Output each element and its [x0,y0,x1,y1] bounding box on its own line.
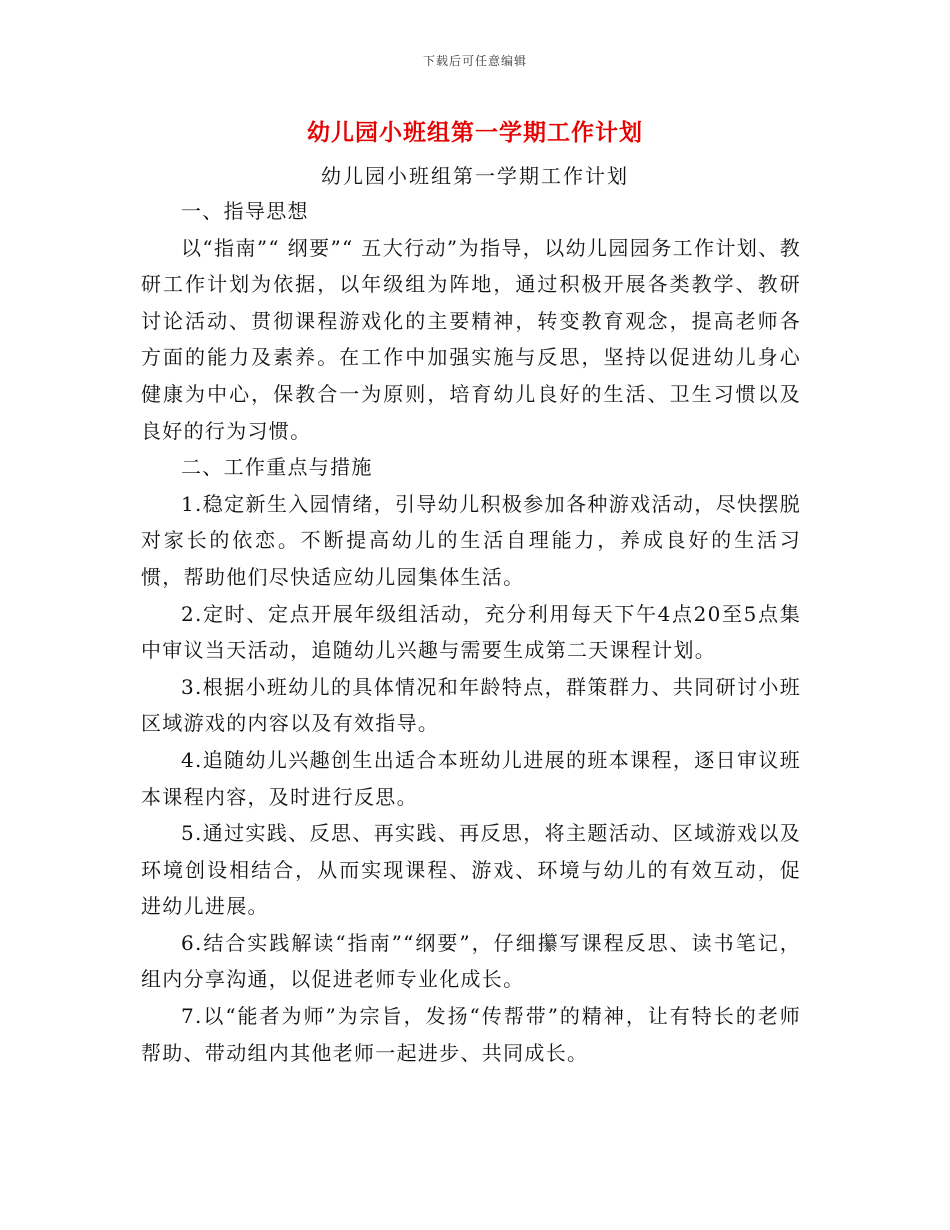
paragraph: 6.结合实践解读“指南”“纲要”，仔细攥写课程反思、读书笔记，组内分享沟通，以促进老师专业化成长。 [141,930,801,992]
section-heading: 一、指导思想 [181,199,309,223]
paragraph: 4.追随幼儿兴趣创生出适合本班幼儿进展的班本课程，逐日审议班本课程内容，及时进行反思。 [141,747,801,809]
paragraph: 3.根据小班幼儿的具体情况和年龄特点，群策群力、共同研讨小班区域游戏的内容以及有效指导。 [141,674,801,736]
document-title: 幼儿园小班组第一学期工作计划 [307,119,643,146]
paragraph: 以“指南”“ 纲要”“ 五大行动”为指导，以幼儿园园务工作计划、教研工作计划为依据，以年级组为阵地，通过积极开展各类教学、教研讨论活动、贯彻课程游戏化的主要精神，转变教育观念，提高老师各方面的能力及素养。在工作中加强实施与反思，坚持以促进幼儿身心健康为中心，保教合一为原则，培育幼儿良好的生活、卫生习惯以及良好的行为习惯。 [141,235,801,443]
paragraph: 7.以“能者为师”为宗旨，发扬“传帮带”的精神，让有特长的老师帮助、带动组内其他老师一起进步、共同成长。 [141,1004,801,1065]
paragraph: 2.定时、定点开展年级组活动，充分利用每天下午4点20至5点集中审议当天活动，追随幼儿兴趣与需要生成第二天课程计划。 [141,601,801,663]
paragraph: 1.稳定新生入园情绪，引导幼儿积极参加各种游戏活动，尽快摆脱对家长的依恋。不断提高幼儿的生活自理能力，养成良好的生活习惯，帮助他们尽快适应幼儿园集体生活。 [141,491,801,589]
paragraph: 5.通过实践、反思、再实践、再反思，将主题活动、区域游戏以及环境创设相结合，从而实现课程、游戏、环境与幼儿的有效互动，促进幼儿进展。 [141,821,801,919]
document-body [141,193,801,1071]
document-subtitle: 幼儿园小班组第一学期工作计划 [321,164,629,188]
section-heading: 二、工作重点与措施 [181,455,373,480]
header-note: 下载后可任意编辑 [422,54,527,68]
